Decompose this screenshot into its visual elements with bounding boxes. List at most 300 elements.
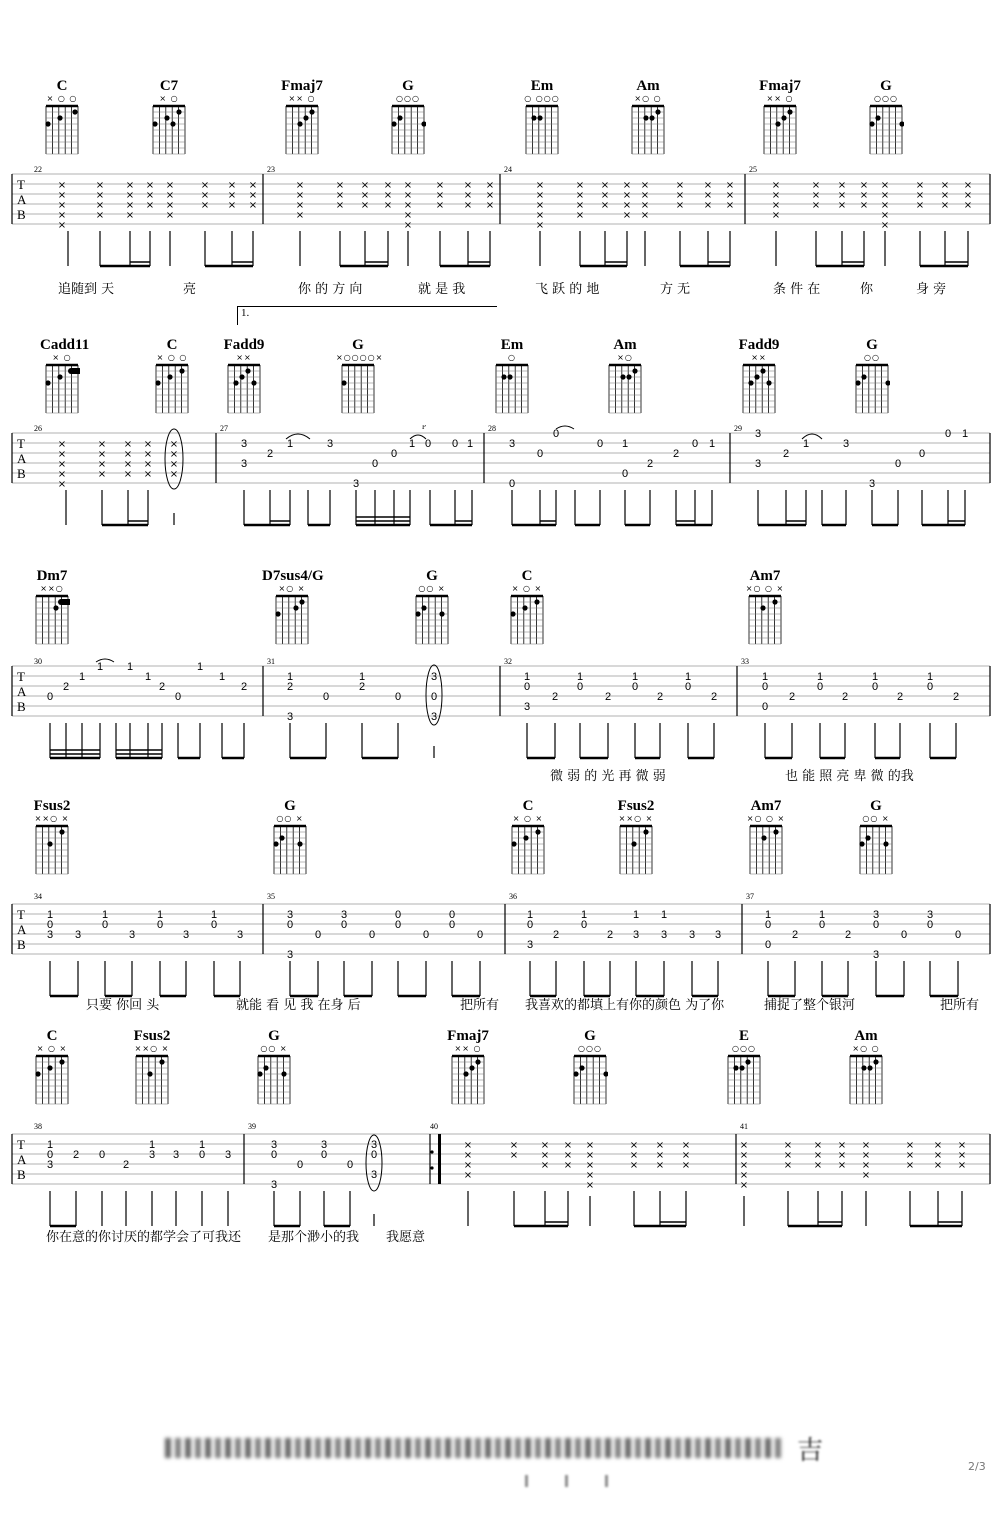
svg-text:×: × xyxy=(585,1140,595,1151)
chord-string-marks: × ○ ○ xyxy=(156,353,188,362)
chord-name: Fmaj7 xyxy=(447,1028,489,1044)
measure-number: 23 xyxy=(267,166,275,174)
svg-text:×: × xyxy=(739,1170,749,1181)
svg-text:3: 3 xyxy=(872,909,880,921)
svg-text:2: 2 xyxy=(266,448,274,460)
fret-numbers xyxy=(47,661,959,723)
svg-text:×: × xyxy=(125,200,135,211)
svg-text:0: 0 xyxy=(894,458,902,470)
svg-text:×: × xyxy=(383,190,393,201)
chord-string-marks: ××○ × xyxy=(618,814,654,823)
svg-text:×: × xyxy=(169,459,179,470)
lyric: 亮 xyxy=(183,282,197,297)
chord-name: E xyxy=(738,1028,749,1044)
svg-text:1: 1 xyxy=(632,909,640,921)
svg-text:×: × xyxy=(861,1150,871,1161)
svg-text:0: 0 xyxy=(691,438,699,450)
svg-text:0: 0 xyxy=(580,919,588,931)
svg-text:×: × xyxy=(725,190,735,201)
svg-text:1: 1 xyxy=(526,909,534,921)
svg-text:1: 1 xyxy=(961,428,969,440)
svg-text:3: 3 xyxy=(688,929,696,941)
svg-text:×: × xyxy=(880,190,890,201)
chord-name: G xyxy=(352,337,364,353)
fretboard-grid xyxy=(272,824,308,878)
strum-pattern xyxy=(464,1140,966,1191)
svg-text:2: 2 xyxy=(604,691,612,703)
svg-text:2: 2 xyxy=(286,681,294,693)
svg-text:×: × xyxy=(837,180,847,191)
svg-text:×: × xyxy=(200,190,210,201)
svg-text:3: 3 xyxy=(236,929,244,941)
svg-text:1: 1 xyxy=(286,438,294,450)
svg-text:×: × xyxy=(837,200,847,211)
svg-text:A: A xyxy=(17,1152,27,1167)
svg-text:×: × xyxy=(563,1150,573,1161)
svg-text:×: × xyxy=(169,439,179,450)
svg-text:×: × xyxy=(463,1140,473,1151)
svg-text:0: 0 xyxy=(101,919,109,931)
svg-text:2: 2 xyxy=(710,691,718,703)
svg-text:1: 1 xyxy=(926,671,934,683)
svg-text:1: 1 xyxy=(46,909,54,921)
svg-text:×: × xyxy=(655,1150,665,1161)
svg-text:3: 3 xyxy=(370,1139,378,1151)
svg-text:×: × xyxy=(295,200,305,211)
chord-diagram xyxy=(614,798,658,878)
chord-diagram xyxy=(30,798,74,878)
svg-text:×: × xyxy=(57,220,67,231)
svg-text:0: 0 xyxy=(536,448,544,460)
svg-text:×: × xyxy=(123,439,133,450)
svg-text:×: × xyxy=(813,1160,823,1171)
svg-text:×: × xyxy=(811,190,821,201)
chord-diagram xyxy=(446,1028,490,1108)
svg-text:0: 0 xyxy=(872,919,880,931)
lyric: 只要 你回 头 xyxy=(86,998,160,1013)
svg-text:0: 0 xyxy=(198,1149,206,1161)
measure-number: 28 xyxy=(488,425,496,433)
svg-text:3: 3 xyxy=(714,929,722,941)
chord-diagram xyxy=(410,568,454,648)
svg-text:×: × xyxy=(861,1170,871,1181)
chord-diagram xyxy=(40,337,90,417)
svg-text:×: × xyxy=(585,1170,595,1181)
lyric: 把所有 xyxy=(940,998,980,1013)
svg-text:×: × xyxy=(640,180,650,191)
svg-text:1: 1 xyxy=(126,661,134,673)
svg-text:×: × xyxy=(575,210,585,221)
svg-text:1: 1 xyxy=(218,671,226,683)
svg-text:3: 3 xyxy=(872,949,880,961)
svg-text:0: 0 xyxy=(621,468,629,480)
svg-text:0: 0 xyxy=(954,929,962,941)
svg-text:T: T xyxy=(17,436,25,451)
svg-text:×: × xyxy=(585,1160,595,1171)
svg-text:3: 3 xyxy=(868,478,876,490)
svg-text:0: 0 xyxy=(552,428,560,440)
lyric: 就能 看 见 我 在身 后 xyxy=(236,998,361,1013)
svg-text:1: 1 xyxy=(818,909,826,921)
svg-text:1: 1 xyxy=(196,661,204,673)
svg-text:×: × xyxy=(681,1150,691,1161)
fretboard-grid xyxy=(390,104,426,158)
svg-text:×: × xyxy=(905,1160,915,1171)
measure-number: 26 xyxy=(34,425,42,433)
svg-text:×: × xyxy=(880,180,890,191)
lyric: 是那个渺小的我 xyxy=(268,1230,360,1245)
measure-number: 29 xyxy=(734,425,742,433)
tab-staff xyxy=(0,166,1000,316)
svg-text:2: 2 xyxy=(240,681,248,693)
svg-text:×: × xyxy=(435,190,445,201)
svg-text:2: 2 xyxy=(788,691,796,703)
svg-text:×: × xyxy=(739,1180,749,1191)
svg-text:3: 3 xyxy=(182,929,190,941)
chord-string-marks: ×○○○○× xyxy=(336,353,384,362)
svg-text:×: × xyxy=(837,1160,847,1171)
chord-string-marks: ○ xyxy=(508,353,516,362)
svg-text:B: B xyxy=(17,937,26,952)
svg-text:×: × xyxy=(145,190,155,201)
svg-text:3: 3 xyxy=(340,909,348,921)
svg-text:×: × xyxy=(360,190,370,201)
svg-text:×: × xyxy=(859,190,869,201)
tab-staff xyxy=(0,658,1000,808)
svg-text:×: × xyxy=(57,449,67,460)
svg-text:×: × xyxy=(95,200,105,211)
svg-text:2: 2 xyxy=(791,929,799,941)
svg-text:1: 1 xyxy=(816,671,824,683)
chord-diagram xyxy=(130,1028,174,1108)
svg-text:1: 1 xyxy=(580,909,588,921)
chord-string-marks: ×× xyxy=(236,353,252,362)
svg-text:3: 3 xyxy=(370,1169,378,1181)
chord-diagram xyxy=(568,1028,612,1108)
svg-text:×: × xyxy=(915,200,925,211)
lyric: 也 能 照 亮 卑 微 的我 xyxy=(785,769,914,784)
svg-text:×: × xyxy=(681,1160,691,1171)
chord-diagram xyxy=(505,568,549,648)
chord-string-marks: ○○○ xyxy=(874,94,898,103)
svg-text:×: × xyxy=(957,1150,967,1161)
svg-text:×: × xyxy=(933,1160,943,1171)
chord-diagram xyxy=(262,568,322,648)
chord-name: C xyxy=(522,798,534,814)
measure-number: 32 xyxy=(504,658,512,666)
chord-string-marks: ○ ○○○ xyxy=(524,94,560,103)
svg-text:0: 0 xyxy=(448,909,456,921)
svg-text:×: × xyxy=(725,180,735,191)
svg-text:×: × xyxy=(675,190,685,201)
svg-text:×: × xyxy=(227,180,237,191)
svg-text:×: × xyxy=(655,1160,665,1171)
chord-diagram xyxy=(252,1028,296,1108)
svg-text:×: × xyxy=(435,200,445,211)
svg-text:×: × xyxy=(540,1160,550,1171)
svg-text:0: 0 xyxy=(270,1149,278,1161)
measure-number: 31 xyxy=(267,658,275,666)
chord-diagram xyxy=(506,798,550,878)
fretboard-grid xyxy=(34,824,70,878)
svg-text:A: A xyxy=(17,684,27,699)
lyric: 飞 跃 的 地 xyxy=(535,282,600,297)
lyric: 你 xyxy=(860,282,874,297)
chord-string-marks: ×× ○ xyxy=(766,94,794,103)
lyric: 捕捉了整个银河 xyxy=(764,998,856,1013)
svg-text:×: × xyxy=(640,190,650,201)
chord-name: Fmaj7 xyxy=(281,78,323,94)
svg-text:1: 1 xyxy=(660,909,668,921)
svg-text:×: × xyxy=(563,1140,573,1151)
svg-text:×: × xyxy=(681,1140,691,1151)
chord-name: G xyxy=(402,78,414,94)
fretboard-grid xyxy=(848,1054,884,1108)
svg-text:0: 0 xyxy=(296,1159,304,1171)
svg-text:×: × xyxy=(295,210,305,221)
fretboard-grid xyxy=(572,1054,608,1108)
svg-text:1: 1 xyxy=(198,1139,206,1151)
lyric: 我喜欢的都填上有你的颜色 为了你 xyxy=(525,998,725,1013)
svg-text:1: 1 xyxy=(156,909,164,921)
chord-string-marks: ○○ × xyxy=(418,584,446,593)
svg-text:×: × xyxy=(585,1180,595,1191)
svg-text:×: × xyxy=(905,1150,915,1161)
svg-text:×: × xyxy=(940,180,950,191)
svg-text:×: × xyxy=(675,180,685,191)
svg-text:2: 2 xyxy=(606,929,614,941)
svg-text:2: 2 xyxy=(841,691,849,703)
svg-text:×: × xyxy=(880,220,890,231)
svg-text:2: 2 xyxy=(62,681,70,693)
svg-text:×: × xyxy=(57,210,67,221)
svg-text:3: 3 xyxy=(632,929,640,941)
svg-text:×: × xyxy=(535,190,545,201)
svg-text:×: × xyxy=(165,180,175,191)
svg-text:×: × xyxy=(880,210,890,221)
svg-text:×: × xyxy=(771,190,781,201)
svg-text:×: × xyxy=(383,180,393,191)
svg-text:1: 1 xyxy=(408,438,416,450)
svg-text:×: × xyxy=(143,439,153,450)
fretboard-grid xyxy=(256,1054,292,1108)
chord-name: Am7 xyxy=(750,798,782,814)
svg-text:×: × xyxy=(535,180,545,191)
svg-text:T: T xyxy=(17,1137,25,1152)
svg-text:×: × xyxy=(963,200,973,211)
svg-text:3: 3 xyxy=(320,1139,328,1151)
svg-text:×: × xyxy=(57,469,67,480)
svg-text:3: 3 xyxy=(754,428,762,440)
chord-diagram xyxy=(490,337,534,417)
chord-string-marks: ×○ ○ × xyxy=(745,584,785,593)
svg-text:×: × xyxy=(248,190,258,201)
svg-text:3: 3 xyxy=(660,929,668,941)
svg-text:1: 1 xyxy=(523,671,531,683)
svg-text:×: × xyxy=(403,180,413,191)
svg-text:×: × xyxy=(360,180,370,191)
svg-text:3: 3 xyxy=(148,1149,156,1161)
fretboard-grid xyxy=(510,824,546,878)
chord-name: G xyxy=(268,1028,280,1044)
svg-text:×: × xyxy=(335,190,345,201)
svg-text:×: × xyxy=(227,190,237,201)
svg-text:0: 0 xyxy=(371,458,379,470)
tab-clef-t: T xyxy=(17,177,25,192)
svg-text:×: × xyxy=(403,210,413,221)
svg-text:0: 0 xyxy=(430,691,438,703)
svg-text:0: 0 xyxy=(926,919,934,931)
chord-diagram xyxy=(30,1028,74,1108)
svg-text:×: × xyxy=(703,180,713,191)
svg-text:×: × xyxy=(622,190,632,201)
svg-text:P: P xyxy=(422,425,426,431)
measure-number: 35 xyxy=(267,892,275,901)
chord-name: C7 xyxy=(159,78,179,94)
svg-text:T: T xyxy=(17,669,25,684)
svg-text:1: 1 xyxy=(631,671,639,683)
fretboard-grid xyxy=(34,1054,70,1108)
chord-name: Am xyxy=(854,1028,878,1044)
svg-text:2: 2 xyxy=(552,929,560,941)
fretboard-grid xyxy=(748,824,784,878)
blurred-char: 吉 xyxy=(797,1436,822,1466)
chord-name: Em xyxy=(530,78,554,94)
svg-text:×: × xyxy=(811,180,821,191)
chord-string-marks: × ○ xyxy=(52,353,72,362)
svg-text:×: × xyxy=(200,180,210,191)
svg-text:×: × xyxy=(248,180,258,191)
chord-name: G xyxy=(426,568,438,584)
svg-text:×: × xyxy=(540,1140,550,1151)
measure-number: 39 xyxy=(248,1122,256,1131)
svg-text:×: × xyxy=(915,190,925,201)
svg-text:×: × xyxy=(295,180,305,191)
chord-name: Dm7 xyxy=(36,568,68,584)
svg-text:×: × xyxy=(725,200,735,211)
chord-string-marks: × ○ × xyxy=(36,1044,68,1053)
chord-diagram xyxy=(520,78,564,158)
svg-text:×: × xyxy=(703,190,713,201)
fretboard-grid xyxy=(274,594,310,648)
svg-text:1: 1 xyxy=(286,671,294,683)
svg-text:1: 1 xyxy=(466,438,474,450)
chord-name: Am xyxy=(613,337,637,353)
svg-text:×: × xyxy=(783,1160,793,1171)
fretboard-grid xyxy=(134,1054,170,1108)
chord-name: G xyxy=(284,798,296,814)
strum-pattern xyxy=(58,439,178,490)
svg-text:2: 2 xyxy=(782,448,790,460)
svg-text:0: 0 xyxy=(394,909,402,921)
tab-staff xyxy=(0,886,1000,1036)
svg-text:3: 3 xyxy=(523,701,531,713)
chord-name: G xyxy=(870,798,882,814)
svg-text:2: 2 xyxy=(122,1159,130,1171)
svg-text:×: × xyxy=(485,180,495,191)
chord-name: Fmaj7 xyxy=(759,78,801,94)
svg-text:×: × xyxy=(640,200,650,211)
lyric: 方 无 xyxy=(660,282,691,297)
svg-text:0: 0 xyxy=(761,681,769,693)
svg-text:×: × xyxy=(463,180,473,191)
svg-text:×: × xyxy=(97,469,107,480)
page-number: 2/3 xyxy=(968,1460,986,1473)
svg-text:2: 2 xyxy=(656,691,664,703)
svg-text:×: × xyxy=(837,1150,847,1161)
svg-text:×: × xyxy=(771,180,781,191)
chord-string-marks: × ○ × xyxy=(512,814,544,823)
svg-text:0: 0 xyxy=(526,919,534,931)
svg-text:×: × xyxy=(600,200,610,211)
chord-string-marks: ○○ × xyxy=(260,1044,288,1053)
fretboard-grid xyxy=(630,104,666,158)
tab-clef-b: B xyxy=(17,207,26,222)
tab-clef-a: A xyxy=(17,192,27,207)
svg-text:×: × xyxy=(957,1160,967,1171)
svg-text:B: B xyxy=(17,466,26,481)
svg-text:×: × xyxy=(837,190,847,201)
svg-text:×: × xyxy=(435,180,445,191)
fretboard-grid xyxy=(450,1054,486,1108)
svg-text:×: × xyxy=(859,200,869,211)
chord-diagram xyxy=(150,337,194,417)
svg-text:0: 0 xyxy=(761,701,769,713)
chord-diagram xyxy=(386,78,430,158)
svg-text:0: 0 xyxy=(368,929,376,941)
svg-text:1: 1 xyxy=(684,671,692,683)
chord-name: Cadd11 xyxy=(40,337,90,353)
chord-name: Fadd9 xyxy=(223,337,265,353)
chord-diagram xyxy=(737,337,781,417)
chord-name: G xyxy=(584,1028,596,1044)
svg-text:0: 0 xyxy=(394,691,402,703)
fretboard-grid xyxy=(726,1054,762,1108)
chord-diagram xyxy=(30,568,74,648)
chord-diagram xyxy=(743,568,787,648)
svg-text:×: × xyxy=(703,200,713,211)
svg-text:1: 1 xyxy=(708,438,716,450)
svg-text:1: 1 xyxy=(144,671,152,683)
measure-number: 34 xyxy=(34,892,42,901)
svg-text:×: × xyxy=(57,439,67,450)
chord-string-marks: ×○ xyxy=(617,353,633,362)
svg-text:0: 0 xyxy=(523,681,531,693)
chord-name: C xyxy=(521,568,533,584)
svg-text:1: 1 xyxy=(576,671,584,683)
svg-text:0: 0 xyxy=(900,929,908,941)
svg-text:3: 3 xyxy=(842,438,850,450)
svg-text:0: 0 xyxy=(394,919,402,931)
chord-name: C xyxy=(56,78,68,94)
fretboard-grid xyxy=(509,594,545,648)
chord-string-marks: ×× ○ xyxy=(288,94,316,103)
svg-text:0: 0 xyxy=(476,929,484,941)
svg-text:×: × xyxy=(57,180,67,191)
chord-diagram xyxy=(268,798,312,878)
svg-text:A: A xyxy=(17,451,27,466)
svg-text:×: × xyxy=(575,190,585,201)
svg-text:×: × xyxy=(485,200,495,211)
measure-number: 36 xyxy=(509,892,517,901)
chord-name: Fsus2 xyxy=(617,798,655,814)
svg-text:0: 0 xyxy=(210,919,218,931)
lyric: 把所有 xyxy=(460,998,500,1013)
svg-text:2: 2 xyxy=(358,681,366,693)
chord-string-marks: ○○○ xyxy=(396,94,420,103)
svg-text:0: 0 xyxy=(98,1149,106,1161)
svg-text:0: 0 xyxy=(944,428,952,440)
